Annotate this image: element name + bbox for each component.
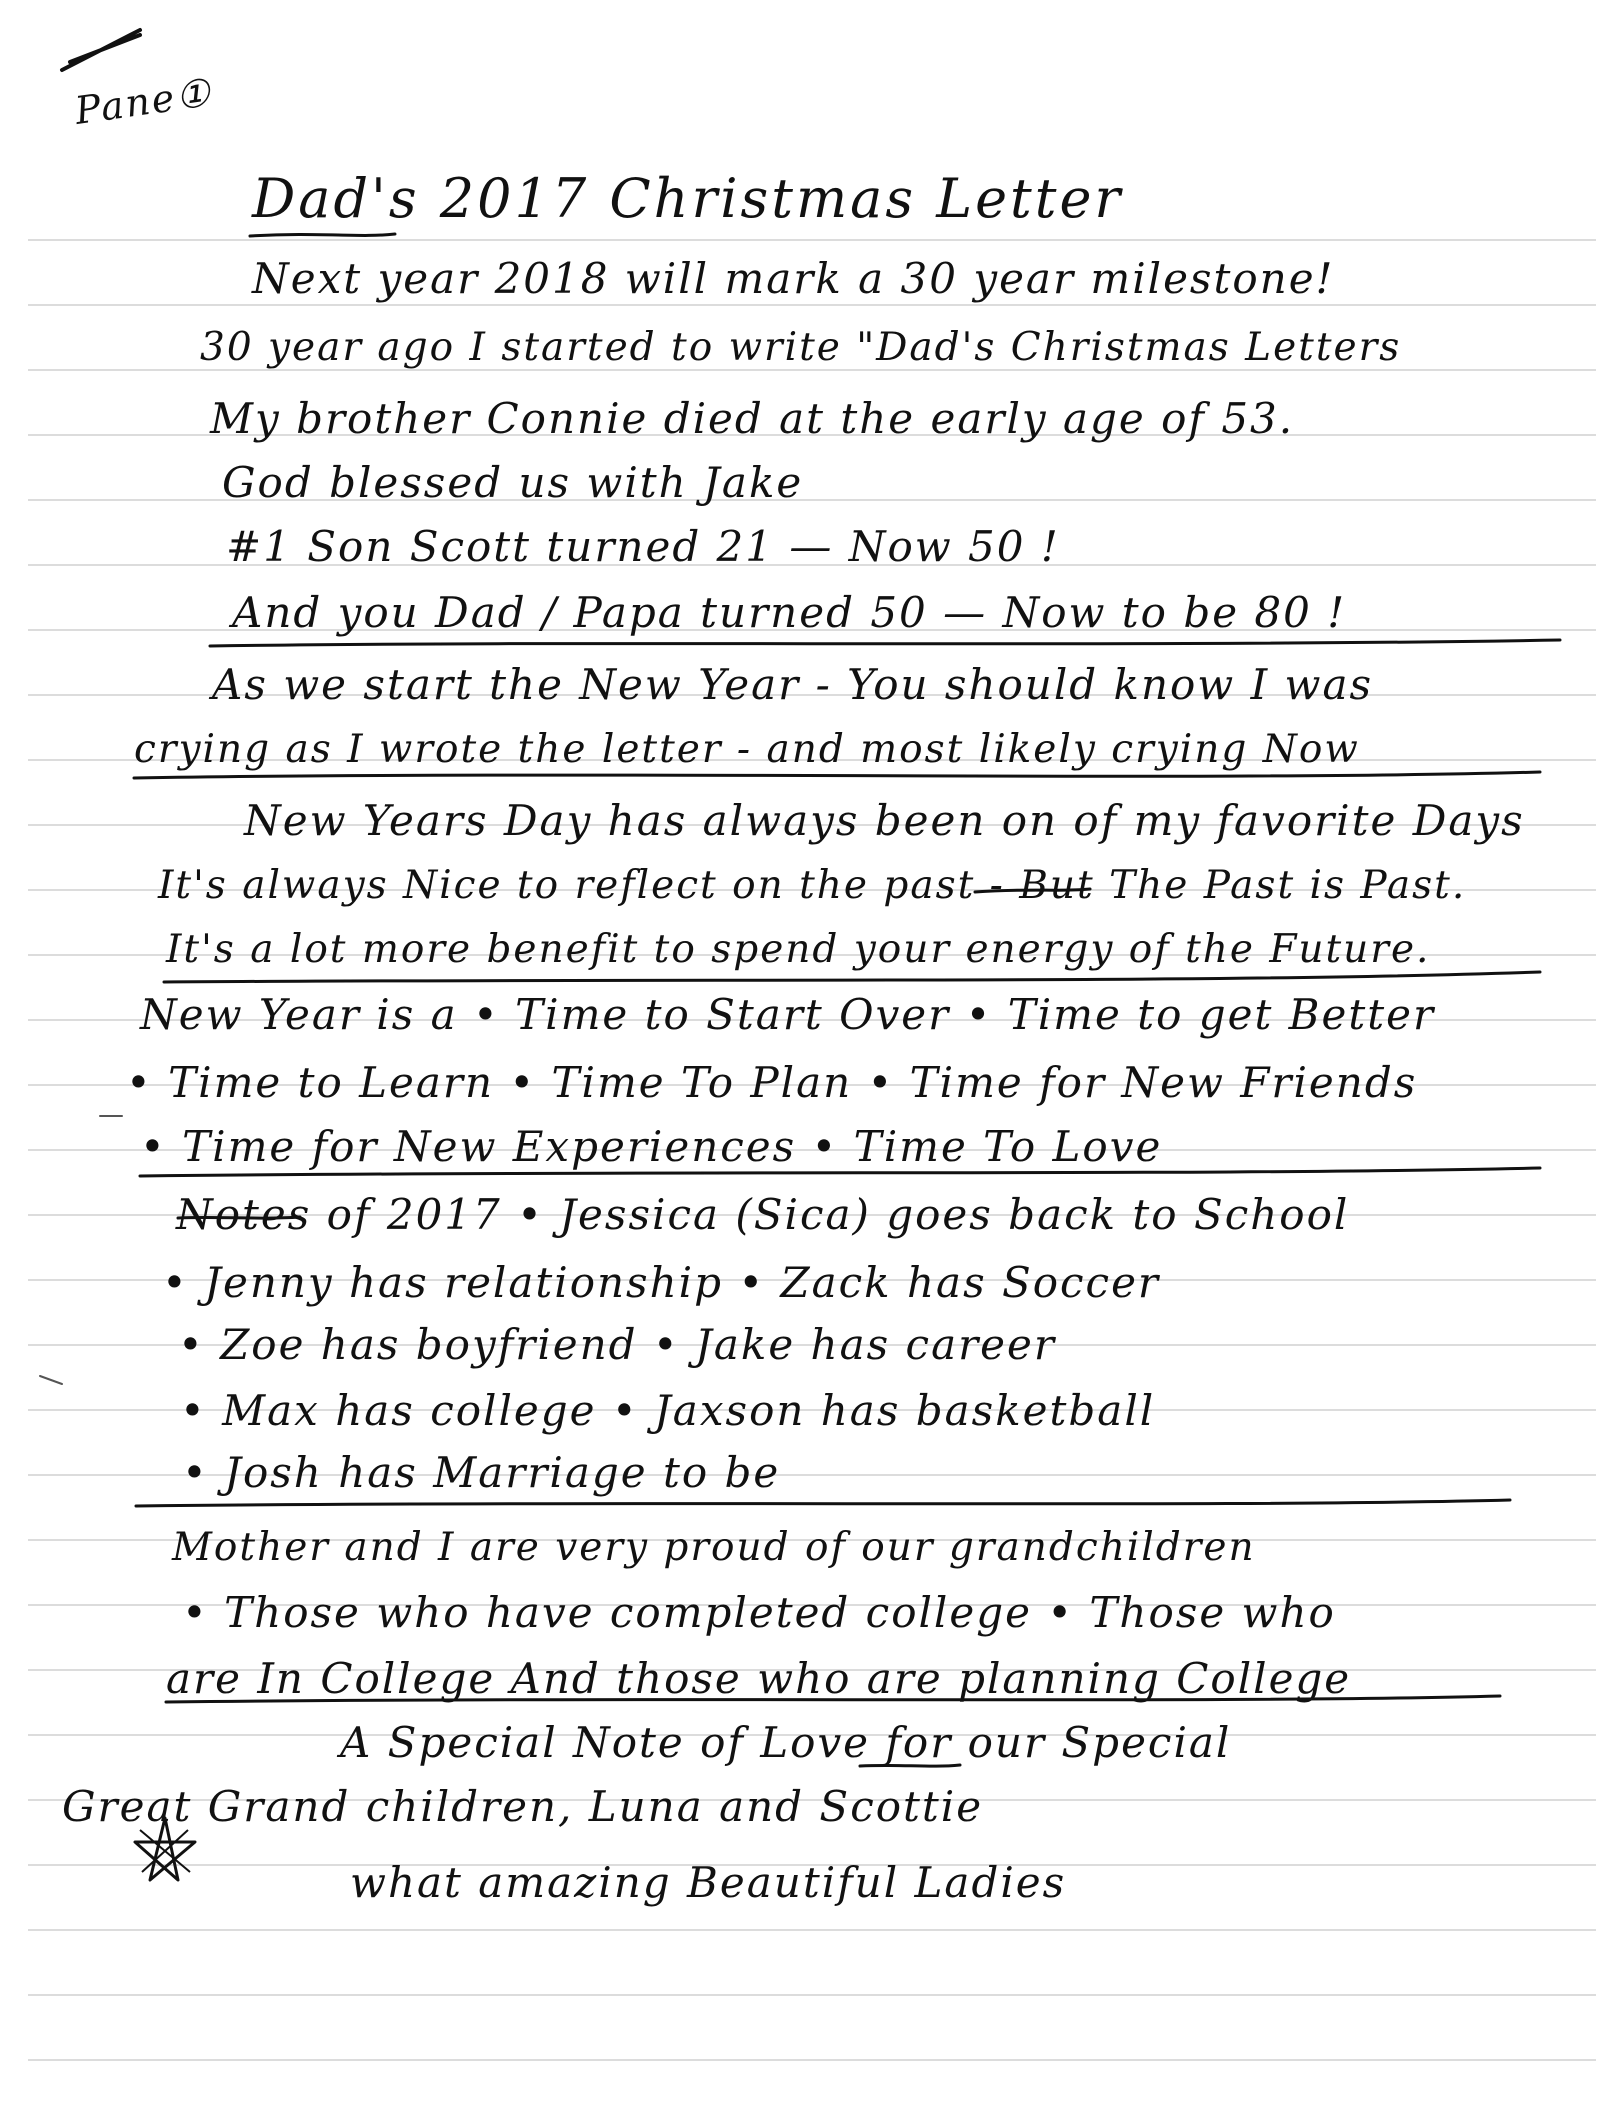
letter-title: Dad's 2017 Christmas Letter — [252, 167, 1124, 230]
letter-line-16: • Jenny has relationship • Zack has Soccer — [162, 1258, 1161, 1307]
letter-line-13: • Time to Learn • Time To Plan • Time for New Friends — [126, 1058, 1418, 1107]
letter-line-22: are In College And those who are planning College — [166, 1654, 1352, 1703]
letter-line-10: It's always Nice to reflect on the past - But The Past is Past. — [158, 863, 1467, 908]
letter-line-6: And you Dad / Papa turned 50 — Now to be 80 ! — [232, 588, 1347, 637]
letter-line-7: As we start the New Year - You should know I was — [212, 660, 1374, 709]
letter-line-8: crying as I wrote the letter - and most likely crying Now — [134, 727, 1360, 772]
letter-line-21: • Those who have completed college • Those who — [182, 1588, 1336, 1637]
letter-line-23: A Special Note of Love for our Special — [340, 1718, 1232, 1767]
letter-line-17: • Zoe has boyfriend • Jake has career — [178, 1320, 1056, 1369]
letter-line-20: Mother and I are very proud of our grandchildren — [172, 1525, 1256, 1570]
letter-line-1: Next year 2018 will mark a 30 year milestone! — [252, 254, 1335, 303]
letter-line-5: #1 Son Scott turned 21 — Now 50 ! — [226, 522, 1060, 571]
corner-label: Pane① — [72, 70, 215, 133]
letter-line-15: Notes of 2017 • Jessica (Sica) goes back to School — [176, 1190, 1350, 1239]
letter-line-9: New Years Day has always been on of my favorite Days — [244, 796, 1525, 845]
letter-line-24: Great Grand children, Luna and Scottie — [62, 1782, 984, 1831]
letter-line-11: It's a lot more benefit to spend your energy of the Future. — [166, 927, 1431, 972]
letter-line-2: 30 year ago I started to write "Dad's Christmas Letters — [200, 325, 1402, 370]
letter-line-4: God blessed us with Jake — [222, 458, 804, 507]
letter-line-25: what amazing Beautiful Ladies — [350, 1858, 1067, 1907]
letter-line-3: My brother Connie died at the early age of 53. — [210, 394, 1295, 443]
letter-line-18: • Max has college • Jaxson has basketball — [180, 1386, 1156, 1435]
letter-line-14: • Time for New Experiences • Time To Love — [140, 1122, 1163, 1171]
letter-line-12: New Year is a • Time to Start Over • Time to get Better — [140, 990, 1436, 1039]
letter-line-19: • Josh has Marriage to be — [182, 1448, 781, 1497]
